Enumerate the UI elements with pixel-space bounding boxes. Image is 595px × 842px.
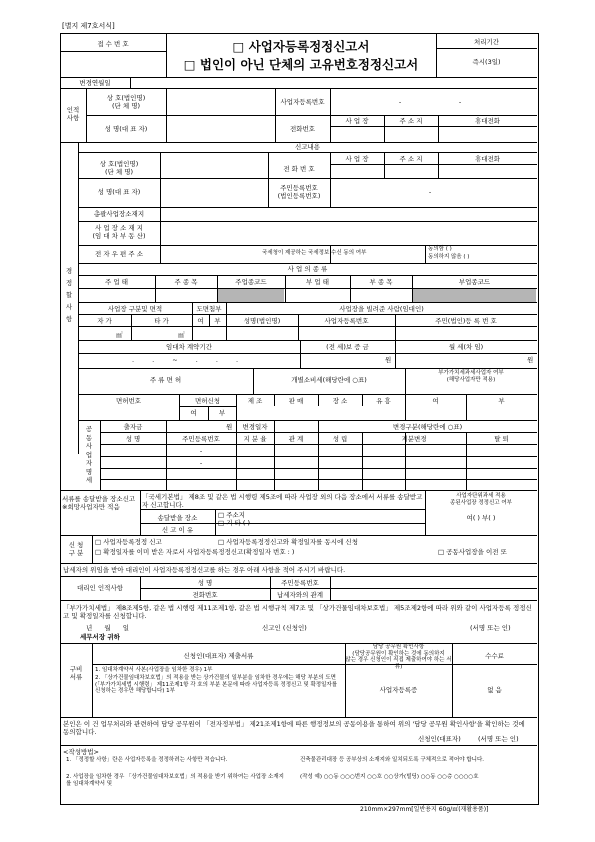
own-label: 자 가 xyxy=(97,317,112,325)
biz-no-dash-1: - xyxy=(398,98,402,106)
docs-submit-header: 신청인(대표자) 제출서류 xyxy=(183,652,254,660)
biz-address-field[interactable] xyxy=(161,222,536,244)
floor-plan-label: 도면첨부 xyxy=(196,305,222,313)
joint-biz-label: 공 동 사 업 자 명 세 xyxy=(85,425,93,484)
vat-no[interactable]: 부 xyxy=(498,397,505,405)
instruction-2-cont: 건축물관리대장 등 공부상의 소재지와 일치되도록 구체적으로 적어야 합니다. xyxy=(300,757,485,763)
instruction-2: 2. 사업장을 임차한 경우 「상가건물임대차보호법」의 적용을 받기 위하여는 사업장 소재지를 임대차계약서 및 xyxy=(66,774,284,787)
email-consent-label: 국세청이 제공하는 국세정보 수신 동의 여부 xyxy=(262,250,367,256)
report-content-header: 신고내용 xyxy=(294,143,321,151)
instructions-title: <작성방법> xyxy=(63,748,100,756)
plan-yes[interactable]: 여 xyxy=(197,317,204,325)
delivery-opt-home[interactable]: □ 주소지 xyxy=(218,511,246,519)
report-section-label: 경 정 할 사 항 xyxy=(65,267,73,323)
joint-col-share: 지 분 율 xyxy=(243,435,267,443)
main-code-shaded-cell xyxy=(218,289,284,302)
docs-item-2: 2. 「상가건물임대차보호법」의 적용을 받는 상가건물의 일부분을 임차한 경우에는 해당 부분의 도면(「부가가치세법 시행령」 제11조제1항 각 호의 부분 본문에 따라 사업자등록 정정신고 및 확정일자를 신청하는 경우만 해당합니다) 1부 xyxy=(95,675,338,694)
lease-term-dates[interactable]: . . ~ . . . xyxy=(131,356,247,364)
phone-col-biz: 사 업 장 xyxy=(345,117,369,125)
biz-no-label: 사업자등록번호 xyxy=(280,98,325,106)
change-type-label: 변경구분(해당란에 ○표) xyxy=(392,423,463,431)
rep-name-field[interactable] xyxy=(167,116,274,141)
joint-col-name: 성 명 xyxy=(125,435,141,443)
trade-name-label: 상 호(법인명) (단 체 명) xyxy=(106,94,146,110)
deposit-won: 원 xyxy=(385,356,392,364)
deposit-label: (전 세)보 증 금 xyxy=(326,343,369,351)
change-date-joint-label: 변경일자 xyxy=(242,423,268,431)
capital-label: 출자금 xyxy=(123,423,143,431)
report-resident-dash: - xyxy=(428,188,432,196)
change-date-field[interactable] xyxy=(131,78,536,87)
declaration-text: 「부가가치세법」 제8조제5항, 같은 법 시행령 제11조제1항, 같은 법 시행규칙 제7조 및 「상가건물임대차보호법」 제5조제2항에 따라 위와 같이 사업자등록 정정신고 및 확정일자를 신청합니다. xyxy=(63,604,532,620)
processing-period-label: 처리기간 xyxy=(473,38,500,46)
excise-tax-label: 개별소비세(해당란에 ○표) xyxy=(291,376,367,384)
delivery-reason-label: 신 고 이 유 xyxy=(161,526,194,534)
rep-name-label: 성 명(대 표 자) xyxy=(104,125,148,133)
own-area-unit: ㎡ xyxy=(116,331,123,339)
email-label: 전 자 우 편 주 소 xyxy=(94,250,143,258)
biz-col-sub-type: 부 업 태 xyxy=(306,278,329,286)
instruction-1: 1. 「정정할 사항」란은 사업자등록을 정정하려는 사항만 적습니다. xyxy=(66,757,228,763)
rent-area-unit: ㎡ xyxy=(178,331,185,339)
joint-col-relation: 관 계 xyxy=(288,435,304,443)
lessor-label: 사업장을 빌려준 사람(임대인) xyxy=(339,305,424,313)
biz-col-main-code: 주업종코드 xyxy=(235,278,267,286)
sub-code-shaded-cell xyxy=(413,289,536,302)
joint-col-resident: 주민등록번호 xyxy=(182,435,220,443)
form-id: [별지 제7호서식] xyxy=(62,22,115,30)
head-office-label: 총괄사업장소재지 xyxy=(93,210,145,218)
unit-tax-yn[interactable]: 여( ) 부( ) xyxy=(466,514,496,522)
docs-item-1: 1. 임대차계약서 사본(사업장을 임차한 경우) 1부 xyxy=(95,667,213,673)
report-trade-name-label: 상 호(법인명) (단 체 명) xyxy=(99,160,139,176)
declaration-to: 세무서장 귀하 xyxy=(80,633,120,641)
paper-spec: 210mm×297mm[일반용지 60g/㎡(재활용품)] xyxy=(360,806,489,813)
proxy-relation-label: 납세자와의 관계 xyxy=(276,591,324,599)
biz-col-sub-item: 부 종 목 xyxy=(369,278,393,286)
processing-period-value: 즉시(3일) xyxy=(472,58,501,66)
application-type-label: 신 청 구 분 xyxy=(68,541,84,557)
unit-tax-label: 사업자단위과세 적용 종된사업장 정정신고 여부 xyxy=(450,493,512,506)
instruction-example: (작성 예) ○○동 ○○○번지 ○○호 ○○상가(빌딩) ○○동 ○○층 ○○○○호 xyxy=(300,774,479,780)
docs-fee-header: 수수료 xyxy=(485,652,504,660)
rent-label: 타 가 xyxy=(154,317,169,325)
declaration-sign-mark[interactable]: (서명 또는 인) xyxy=(470,624,511,632)
declaration-signer: 신고인 (신청인) xyxy=(262,624,307,632)
report-phone-col-mobile: 휴대전화 xyxy=(474,155,501,163)
excise-place[interactable]: 장 소 xyxy=(332,397,348,405)
proxy-name-label: 성 명 xyxy=(197,579,213,587)
phone-col-mobile: 휴대전화 xyxy=(474,117,501,125)
delivery-label: 서류를 송달받을 장소신고 ※희망사업자만 적음 xyxy=(62,495,136,511)
plan-no[interactable]: 부 xyxy=(214,317,221,325)
excise-sale[interactable]: 판 매 xyxy=(288,397,304,405)
joint-row2-dash: - xyxy=(199,459,203,467)
biz-col-sub-code: 부업종코드 xyxy=(458,278,491,286)
excise-manufacture[interactable]: 제 조 xyxy=(247,397,263,405)
report-phone-col-home: 주 소 지 xyxy=(399,155,423,163)
consent-no[interactable]: 동의하지 않음 ( ) xyxy=(428,254,470,260)
report-phone-label: 전 화 번 호 xyxy=(283,165,315,173)
joint-col-withdrawal: 탈 퇴 xyxy=(494,435,509,443)
docs-fee-value: 없 음 xyxy=(487,686,502,694)
docs-label: 구비 서류 xyxy=(69,665,83,681)
lessor-resident-label: 주민(법인)등 록 번 호 xyxy=(435,317,497,325)
vat-taxable-label: 부가가치세과세사업자 여부 (해당사업자만 적용) xyxy=(438,370,504,383)
consent-text: 본인은 이 건 업무처리와 관련하여 담당 공무원이 「전자정부법」 제21조제1항에 따른 행정정보의 공동이용을 통하여 위의 '담당 공무원 확인사항'을 확인하는 것에 동의합니다. xyxy=(63,720,525,736)
form-title-2: □ 법인이 아닌 단체의 고유번호정정신고서 xyxy=(183,57,419,72)
personal-section-label: 인적 사항 xyxy=(66,106,80,122)
proxy-label: 대리인 인적사항 xyxy=(76,584,124,592)
opt-correction[interactable]: □ 사업자등록정정 신고 xyxy=(95,538,162,546)
phone-label: 전화번호 xyxy=(289,125,316,133)
joint-col-formed: 성 립 xyxy=(332,435,348,443)
delivery-opt-other[interactable]: □ 기 타 ( ) xyxy=(218,519,251,527)
biz-col-main-type: 주 업 태 xyxy=(105,278,128,286)
consent-yes[interactable]: 동의함 ( ) xyxy=(428,246,452,252)
license-apply-yes[interactable]: 여 xyxy=(190,409,197,417)
joint-col-share-change: 지분변경 xyxy=(401,435,427,443)
lessor-name-label: 성명(법인명) xyxy=(243,317,281,325)
joint-row1-dash: - xyxy=(199,447,203,455)
consent-sign-mark[interactable]: (서명 또는 인) xyxy=(478,735,519,743)
license-apply-label: 면허신청 xyxy=(194,397,221,405)
lease-area-label: 사업장 구분및 면적 xyxy=(107,305,163,313)
receipt-no-label: 접 수 번 호 xyxy=(97,40,129,48)
delivery-place-label: 송달받을 장소 xyxy=(157,514,198,522)
docs-official-header: 담당 공무원 확인사항 (담당공무원이 확인하는 것에 동의하지 않는 경우 신청인이 직접 제출하여야 하는 서류) xyxy=(345,644,452,670)
consent-signer: 신청인(대표자) xyxy=(418,735,461,743)
license-apply-no[interactable]: 부 xyxy=(218,409,226,417)
biz-no-dash-2: - xyxy=(458,98,462,106)
docs-official-item: 사업자등록증 xyxy=(379,686,418,694)
biz-type-header: 사 업 의 종 류 xyxy=(287,265,328,273)
proxy-note: 납세자의 위임을 받아 대리인이 사업자등록정정신고를 하는 경우 아래 사항을 적어 주시기 바랍니다. xyxy=(63,566,346,574)
rent-won: 원 xyxy=(527,356,534,364)
vat-yes[interactable]: 여 xyxy=(432,397,439,405)
declaration-date[interactable]: 년 월 일 xyxy=(86,624,129,632)
report-resident-no-label: 주민등록번호 (법인등록번호) xyxy=(277,184,321,200)
proxy-phone-label: 전화번호 xyxy=(192,591,218,599)
change-date-label: 변경연월일 xyxy=(79,79,111,87)
lease-term-label: 임대차 계약기간 xyxy=(165,343,213,351)
opt-correction-with-date[interactable]: □ 사업자등록정정신고와 확정일자를 동시에 신청 xyxy=(218,538,358,546)
report-rep-name-label: 성 명(대 표 자) xyxy=(97,188,141,196)
report-phone-col-biz: 사 업 장 xyxy=(345,155,369,163)
license-no-label: 면허번호 xyxy=(115,397,142,405)
excise-entertainment[interactable]: 유 흥 xyxy=(376,397,391,405)
opt-joint-move[interactable]: □ 공동사업장을 이전 또 xyxy=(438,548,507,556)
lessor-bizno-label: 사업자등록번호 xyxy=(324,317,369,325)
biz-address-label: 사 업 장 소 재 지 (임 대 차 부 동 산) xyxy=(92,224,146,240)
capital-won: 원 xyxy=(226,423,233,431)
liquor-license-label: 주 류 면 허 xyxy=(149,376,182,384)
proxy-resident-label: 주민등록번호 xyxy=(281,579,319,587)
form-title-1: □ 사업자등록정정신고서 xyxy=(232,39,370,54)
monthly-rent-label: 월 세(차 임) xyxy=(448,343,484,351)
biz-col-main-item: 주 종 목 xyxy=(174,278,198,286)
opt-already-dated[interactable]: □ 확정일자를 이미 받은 자로서 사업자등록정정신고(확정일자 번호 : ) xyxy=(95,548,295,556)
phone-col-home: 주 소 지 xyxy=(399,117,423,125)
delivery-desc: 「국세기본법」 제8조 및 같은 법 시행령 제5조에 따라 사업장 외의 다음 장소에서 서류를 송달받고자 신고합니다. xyxy=(142,493,423,509)
trade-name-field[interactable] xyxy=(167,89,274,114)
